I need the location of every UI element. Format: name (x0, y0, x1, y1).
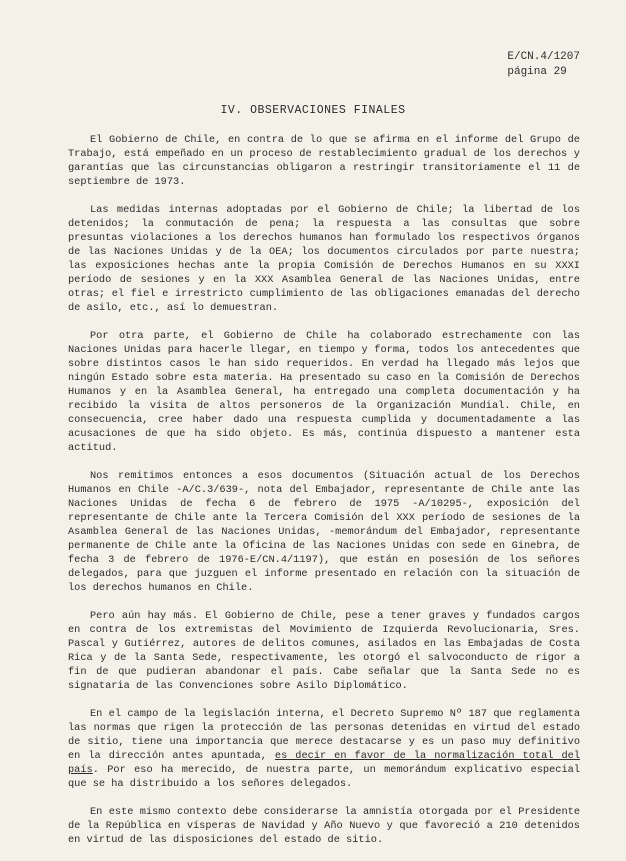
document-header (507, 50, 580, 80)
paragraph-5: Pero aún hay más. El Gobierno de Chile, pese a tener graves y fundados cargos en contra de los extremistas del Movimiento de Izquierda Revolucionaria, Sres. Pascal y Gutiérrez, autores de delitos comunes, asilados en las Embajadas de Costa Rica y de la Santa Sede, respectivamente, les otorgó el salvoconducto de rigor a fin de que pudieran abandonar el país. Cabe señalar que la Santa Sede no es signataria de las Convenciones sobre Asilo Diplomático. (68, 610, 580, 692)
paragraph-1: El Gobierno de Chile, en contra de lo que se afirma en el informe del Grupo de Trabajo, está empeñado en un proceso de restablecimiento gradual de los derechos y garantías que las circunstancias obligaron a restringir transitoriamente el 11 de septiembre de 1973. (68, 134, 580, 188)
paragraph-2: Las medidas internas adoptadas por el Gobierno de Chile; la libertad de los detenidos; la conmutación de pena; la respuesta a las consultas que sobre presuntas violaciones a los derechos humanos han formulado los respectivos órganos de las Naciones Unidas y de la OEA; los documentos circulados por parte nuestra; las exposiciones hechas ante la propia Comisión de Derechos Humanos en su XXXI período de sesiones y en la XXX Asamblea General de las Naciones Unidas, entre otras; el fiel e irrestricto cumplimiento de las obligaciones emanadas del derecho de asilo, etc., así lo demuestran. (68, 204, 580, 314)
paragraph-6-text-after: . Por eso ha merecido, de nuestra parte, un memorándum explicativo especial que se ha distribuido a los señores delegados. (68, 764, 580, 790)
paragraph-6 (68, 707, 580, 791)
paragraph-6-text-before: En el campo de la legislación interna, el Decreto Supremo Nº 187 que reglamenta las normas que rigen la protección de las personas detenidas en virtud del estado de sitio, tiene una importancia que merece destacarse y es un paso muy definitivo en la dirección antes apuntada, (68, 708, 580, 762)
section-title: IV. OBSERVACIONES FINALES (220, 104, 406, 117)
paragraph-3: Por otra parte, el Gobierno de Chile ha colaborado estrechamente con las Naciones Unidas para hacerle llegar, en tiempo y forma, todos los antecedentes que sobre distintos casos le han sido requeridos. En verdad ha llegado más lejos que ningún Estado sobre esta materia. Ha presentado su caso en la Comisión de Derechos Humanos y en la Asamblea General, ha entregado una completa documentación y ha recibido la visita de altos personeros de la Organización Mundial. Chile, en consecuencia, cree haber dado una respuesta cumplida y documentadamente a las acusaciones de que ha sido objeto. Es más, continúa dispuesto a mantener esta actitud. (68, 330, 580, 454)
page-number: página 29 (507, 66, 567, 78)
document-body (68, 133, 580, 861)
paragraph-4: Nos remitimos entonces a esos documentos (Situación actual de los Derechos Humanos en Chile -A/C.3/639-, nota del Embajador, representante de Chile ante las Naciones Unidas de fecha 6 de febrero de 1975 -A/10295-, exposición del representante de Chile ante la Tercera Comisión del XXX período de sesiones de la Asamblea General de las Naciones Unidas, -memorándum del Embajador, representante permanente de Chile ante la Oficina de las Naciones Unidas con sede en Ginebra, de fecha 3 de febrero de 1976-E/CN.4/1197), que están en posesión de los señores delegados, para que juzguen el informe presentado en relación con la situación de los derechos humanos en Chile. (68, 470, 580, 594)
underlined-phrase: es decir en favor de la normalización total del país (68, 750, 580, 776)
paragraph-7: En este mismo contexto debe considerarse la amnistía otorgada por el Presidente de la República en vísperas de Navidad y Año Nuevo y que favoreció a 210 detenidos en virtud de las disposiciones del estado de sitio. (68, 806, 580, 846)
document-code: E/CN.4/1207 (507, 51, 580, 63)
